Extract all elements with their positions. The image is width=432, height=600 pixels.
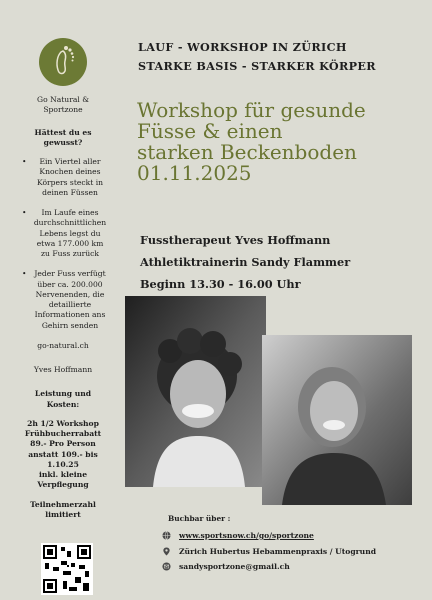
cost-line: 89.- Pro Person <box>30 439 96 449</box>
brand-line1: Go Natural & <box>37 95 89 104</box>
cost-line: 2h 1/2 Workshop <box>27 418 99 428</box>
question-line1: Hättest du es <box>34 127 92 137</box>
cost-line: Frühbucherrabatt <box>24 429 102 438</box>
booking-title: Buchbar über : <box>168 514 231 523</box>
headline-line1: Workshop für gesunde <box>137 98 366 122</box>
event-heading-line1: LAUF - WORKSHOP IN ZÜRICH <box>138 40 347 54</box>
fact-line: Gehirn senden <box>41 320 99 330</box>
fact-item <box>8 269 118 331</box>
booking-details <box>162 528 376 575</box>
time-info: Beginn 13.30 - 16.00 Uhr <box>140 277 301 291</box>
globe-icon <box>162 531 171 540</box>
fact-line: Knochen deines <box>39 167 101 177</box>
question-line2: gewusst? <box>43 137 83 147</box>
trainer-photo-woman <box>262 335 412 505</box>
costs-details <box>0 419 126 491</box>
fact-question <box>0 128 126 149</box>
event-heading-line2: STARKE BASIS - STARKER KÖRPER <box>138 59 376 73</box>
costs-title-line1: Leistung und <box>34 389 92 399</box>
booking-row-url <box>162 528 376 544</box>
trainer-2: Athletiktrainerin Sandy Flammer <box>140 255 351 269</box>
fact-line: Nervenenden, die <box>35 289 105 299</box>
workshop-info <box>140 229 350 295</box>
cost-line: Verpflegung <box>37 480 89 490</box>
limit-line1: Teilnehmerzahl <box>30 499 96 509</box>
qr-code-icon[interactable] <box>41 543 93 595</box>
brand-line2: Sportzone <box>43 105 83 115</box>
fact-line: durchschnittlichen <box>33 218 107 228</box>
fact-item <box>8 157 118 198</box>
fact-line: detaillierte <box>48 300 92 309</box>
email-icon <box>162 562 171 571</box>
trainer-photo-man <box>125 296 266 487</box>
fact-line: • Jeder Fuss verfügt <box>34 269 106 279</box>
event-heading <box>138 38 376 76</box>
fact-line: • Ein Viertel aller <box>39 157 101 166</box>
booking-email[interactable]: sandysportzone@gmail.ch <box>179 562 290 571</box>
headline-date: 01.11.2025 <box>137 161 252 185</box>
workshop-headline <box>137 100 427 184</box>
headline-line3: starken Beckenboden <box>137 140 357 164</box>
fact-line: etwa 177.000 km <box>36 238 104 248</box>
fact-line: über ca. 200.000 <box>37 279 103 289</box>
trainer-1: Fusstherapeut Yves Hoffmann <box>140 233 331 247</box>
foot-logo-icon <box>39 38 87 86</box>
cost-line: anstatt 109.- bis <box>28 449 98 459</box>
booking-location: Zürich Hubertus Hebammenpraxis / Utogrund <box>179 546 377 556</box>
fact-item <box>8 208 118 259</box>
location-pin-icon <box>162 547 171 556</box>
costs-title <box>0 389 126 410</box>
limit-line2: limitiert <box>45 509 81 519</box>
fact-line: zu Fuss zurück <box>41 249 99 258</box>
booking-row-email <box>162 559 376 575</box>
fact-line: Informationen ans <box>34 310 106 320</box>
headline-line2: Füsse & einen <box>137 119 283 143</box>
sidebar <box>0 95 126 520</box>
fact-line: deinen Füssen <box>42 187 98 197</box>
author-name: Yves Hoffmann <box>33 365 93 374</box>
booking-url-link[interactable]: www.sportsnow.ch/go/sportzone <box>179 531 314 540</box>
costs-title-line2: Kosten: <box>46 399 80 409</box>
booking-row-location <box>162 544 376 560</box>
participant-limit <box>0 500 126 521</box>
fact-line: Körpers steckt in <box>36 177 104 187</box>
cost-line: 1.10.25 <box>47 459 79 469</box>
fact-line: Lebens legst du <box>39 228 101 238</box>
fact-list <box>0 157 126 331</box>
brand-name <box>0 95 126 116</box>
cost-line: inkl. kleine <box>38 470 88 479</box>
fact-line: • Im Laufe eines <box>41 208 99 217</box>
website-text: go-natural.ch <box>37 340 89 350</box>
